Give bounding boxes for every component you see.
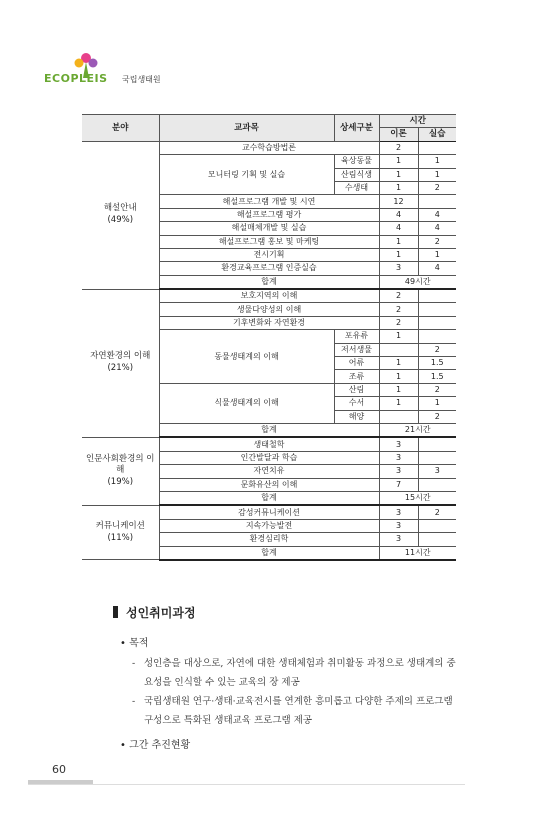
theory-cell: 12 [379,195,418,208]
area-percent: (21%) [107,363,134,374]
detail-cell: 산림 [334,383,379,396]
theory-cell: 2 [379,316,418,329]
total-hours: 11시간 [379,546,456,560]
total-label: 합계 [159,423,379,437]
theory-cell: 3 [379,465,418,478]
theory-cell: 2 [379,141,418,154]
total-label: 합계 [159,491,379,505]
area-cell [82,289,159,437]
course-cell: 동물생태계의 이해 [159,330,334,384]
course-cell: 전시기획 [159,248,379,261]
logo-brand-text: ECOPLEIS [44,72,108,85]
course-cell: 지속가능발전 [159,519,379,532]
area-name: 해설안내 [103,203,137,214]
total-hours: 21시간 [379,423,456,437]
practice-cell [418,195,456,208]
detail-cell: 수생태 [334,181,379,194]
course-cell: 생태철학 [159,437,379,451]
detail-cell: 어류 [334,357,379,370]
dash-item-2-line2: 구성으로 특화된 생태교육 프로그램 제공 [144,715,313,726]
area-name: 인문사회환경의 이해 [86,453,155,476]
total-hours: 49시간 [379,275,456,289]
header-course: 교과목 [159,115,334,142]
detail-cell: 해양 [334,410,379,423]
practice-cell: 1 [418,248,456,261]
theory-cell: 1 [379,397,418,410]
practice-cell [418,141,456,154]
course-cell: 기후변화와 자연환경 [159,316,379,329]
table-row [82,289,456,303]
practice-cell [418,451,456,464]
dash-item-1 [132,654,466,692]
course-cell: 생물다양성의 이해 [159,303,379,316]
total-label: 합계 [159,275,379,289]
practice-cell: 2 [418,410,456,423]
header-theory: 이론 [379,128,418,141]
theory-cell: 1 [379,330,418,343]
course-cell: 인간발달과 학습 [159,451,379,464]
bullet-progress: • 그간 추진현황 [120,740,191,751]
header-hours: 시간 [379,115,456,128]
detail-cell: 포유류 [334,330,379,343]
theory-cell: 1 [379,168,418,181]
theory-cell: 1 [379,248,418,261]
detail-cell: 육상동물 [334,155,379,168]
theory-cell [379,343,418,356]
header-detail: 상세구분 [334,115,379,142]
dash-marker: - [132,696,136,707]
detail-cell: 조류 [334,370,379,383]
dash-item-2-line1: 국립생태원 연구·생태·교육전시를 연계한 흥미롭고 다양한 주제의 프로그램 [144,696,453,707]
detail-cell: 수서 [334,397,379,410]
theory-cell: 1 [379,357,418,370]
practice-cell [418,437,456,451]
theory-cell: 2 [379,303,418,316]
theory-cell: 2 [379,289,418,303]
practice-cell: 1 [418,397,456,410]
logo-org-text: 국립생태원 [122,75,161,84]
page-number: 60 [52,763,66,776]
area-percent: (11%) [107,532,134,543]
course-cell: 해설프로그램 홍보 및 마케팅 [159,235,379,248]
area-name: 자연환경의 이해 [90,351,151,362]
practice-cell: 1 [418,168,456,181]
practice-cell: 2 [418,505,456,519]
course-cell: 환경교육프로그램 인증실습 [159,262,379,275]
practice-cell: 2 [418,181,456,194]
theory-cell: 1 [379,181,418,194]
ecopleis-logo [44,44,164,94]
dash-item-1-line2: 요성을 인식할 수 있는 교육의 장 제공 [144,677,300,688]
bullet-purpose: • 목적 [120,638,149,649]
practice-cell [418,519,456,532]
total-label: 합계 [159,546,379,560]
course-cell: 문화유산의 이해 [159,478,379,491]
theory-cell [379,410,418,423]
practice-cell: 1.5 [418,370,456,383]
area-name: 커뮤니케이션 [95,520,145,531]
course-cell: 감성커뮤니케이션 [159,505,379,519]
practice-cell: 3 [418,465,456,478]
practice-cell: 4 [418,262,456,275]
course-cell: 해설프로그램 개발 및 시연 [159,195,379,208]
course-cell: 해설매체개발 및 실습 [159,222,379,235]
theory-cell: 1 [379,370,418,383]
course-cell: 모니터링 기획 및 실습 [159,155,334,195]
area-percent: (19%) [107,477,134,488]
theory-cell: 3 [379,505,418,519]
theory-cell: 3 [379,451,418,464]
table-row [82,505,456,519]
practice-cell: 4 [418,222,456,235]
theory-cell: 3 [379,262,418,275]
area-cell [82,437,159,505]
course-cell: 자연치유 [159,465,379,478]
theory-cell: 3 [379,519,418,532]
theory-cell: 1 [379,235,418,248]
dash-marker: - [132,658,136,669]
curriculum-table [82,114,456,561]
practice-cell: 2 [418,235,456,248]
area-percent: (49%) [107,215,134,226]
course-cell: 교수학습방법론 [159,141,379,154]
dash-item-2 [132,692,466,730]
course-cell: 식물생태계의 이해 [159,383,334,423]
practice-cell: 1 [418,155,456,168]
practice-cell [418,303,456,316]
theory-cell: 4 [379,222,418,235]
practice-cell [418,330,456,343]
practice-cell [418,478,456,491]
practice-cell: 2 [418,343,456,356]
detail-cell: 저서생물 [334,343,379,356]
theory-cell: 7 [379,478,418,491]
header-practice: 실습 [418,128,456,141]
theory-cell: 1 [379,383,418,396]
practice-cell [418,316,456,329]
heading-bar-icon [113,606,118,618]
total-hours: 15시간 [379,491,456,505]
area-cell [82,505,159,560]
area-cell [82,141,159,289]
theory-cell: 3 [379,533,418,546]
detail-cell: 산림식생 [334,168,379,181]
practice-cell: 1.5 [418,357,456,370]
course-cell: 환경심리학 [159,533,379,546]
practice-cell [418,289,456,303]
practice-cell: 2 [418,383,456,396]
theory-cell: 1 [379,155,418,168]
table-row [82,141,456,154]
table-row [82,437,456,451]
course-cell: 해설프로그램 평가 [159,208,379,221]
footer-line [28,784,465,785]
dash-item-1-line1: 성인층을 대상으로, 자연에 대한 생태체험과 취미활동 과정으로 생태계의 중 [144,658,456,669]
theory-cell: 3 [379,437,418,451]
practice-cell: 4 [418,208,456,221]
section-heading [113,604,196,621]
practice-cell [418,533,456,546]
theory-cell: 4 [379,208,418,221]
header-area: 분야 [82,115,159,142]
section-title: 성인취미과정 [126,606,196,620]
course-cell: 보호지역의 이해 [159,289,379,303]
